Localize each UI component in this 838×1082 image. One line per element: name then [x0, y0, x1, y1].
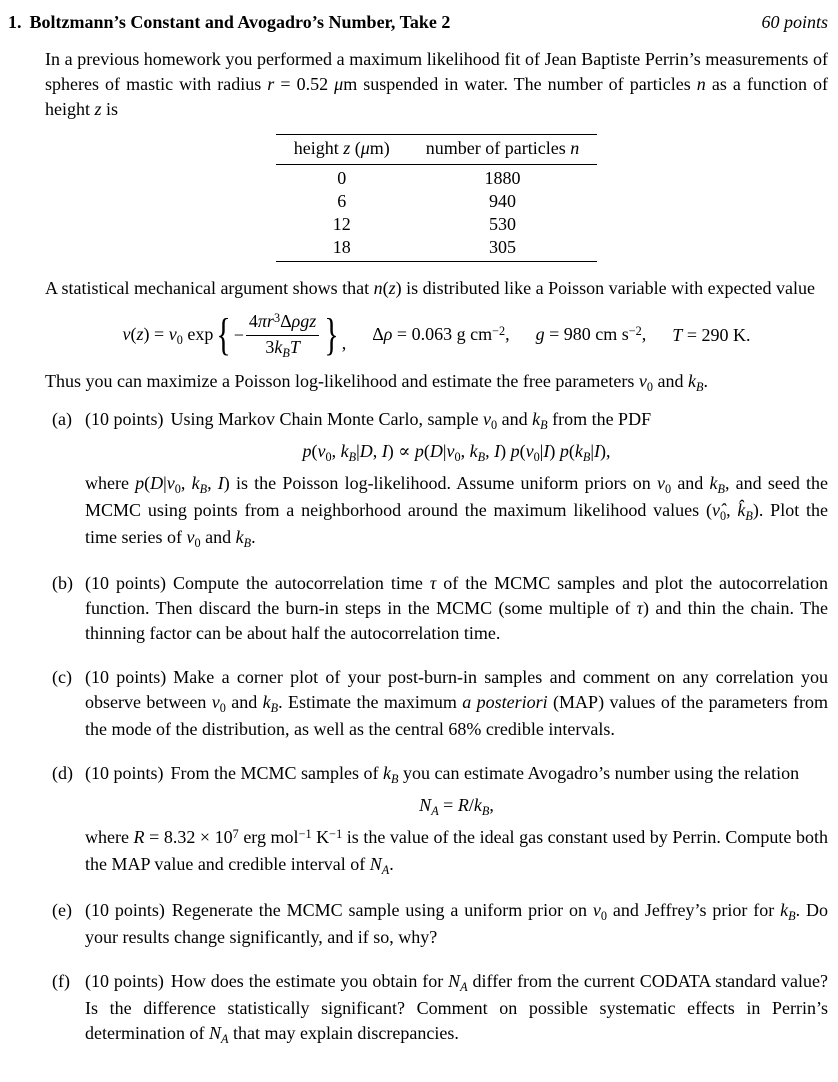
question-a-text-continued: where $p(D|\nu_0$, $k_B$, I) is the Poisson log-likelihood. Assume uniform priors on $\nu_0$ and $k_B$, and seed the MCMC using points from a neighborhood around the maximum likelihood values ($\nû_0$, $k̂_B$). Plot the time series of $\nu_0$ and $k_B$. — [85, 473, 829, 551]
fraction-denominator: $3k_BT$ — [265, 337, 300, 361]
question-a-text: (10 points) Using Markov Chain Monte Carlo, sample $\nu_0$ and $k_B$ from the PDF — [85, 409, 652, 433]
intro-paragraph: In a previous homework you performed a maximum likelihood fit of Jean Baptiste Perrin’s measurements of spheres of mastic with radius r = 0.52 μm suspended in water. The number of particles n as a function of height z is — [45, 49, 829, 119]
close-brace: } — [324, 310, 339, 360]
question-a-label: (a) — [52, 409, 72, 429]
gravity-value: g = 980 cm $s^{-2}$, — [535, 323, 647, 344]
fraction-numerator: $4\pi r^3\Delta\rho gz$ — [246, 310, 319, 336]
equation-comma: , — [341, 333, 347, 354]
question-a — [52, 407, 828, 552]
cell-height: 6 — [337, 191, 347, 211]
question-d-body — [85, 761, 828, 879]
cell-count: 305 — [489, 237, 517, 257]
question-d — [52, 761, 828, 879]
expected-value-equation — [45, 310, 828, 361]
question-f-label: (f) — [52, 971, 70, 991]
table-row — [276, 213, 598, 236]
table-row — [276, 165, 598, 191]
question-f — [52, 969, 828, 1048]
avogadro-equation: $N_A = R/k_B$, — [419, 795, 494, 819]
col-header-particles: number of particles n — [408, 135, 597, 165]
problem-number: 1. — [8, 12, 22, 32]
question-c-body — [85, 665, 828, 742]
problem-title: Boltzmann’s Constant and Avogadro’s Number, Take 2 — [29, 12, 451, 32]
particles-table — [276, 134, 598, 262]
question-b-text: (10 points) Compute the autocorrelation time τ of the MCMC samples and plot the autocorrelation function. Then discard the burn-in steps in the MCMC (some multiple of τ) and thin the chain. The thinning factor can be about half the autocorrelation time. — [85, 573, 828, 643]
question-b-body — [85, 571, 828, 646]
col-header-height: height z (μm) — [276, 135, 408, 165]
equation-lhs: $\nu(z) = \nu_0$ exp — [122, 324, 214, 348]
table-header-row — [276, 135, 598, 165]
temperature-value: T = 290 K. — [672, 325, 751, 345]
table-row — [276, 236, 598, 262]
problem-body — [45, 47, 828, 1048]
question-e-body — [85, 898, 828, 950]
question-b-label: (b) — [52, 573, 73, 593]
poisson-paragraph: A statistical mechanical argument shows that n(z) is distributed like a Poisson variable with expected value — [45, 278, 816, 298]
cell-count: 1880 — [484, 168, 521, 188]
cell-height: 18 — [332, 237, 351, 257]
question-f-text: (10 points) How does the estimate you obtain for $N_A$ differ from the current CODATA standard value? Is the difference statistically significant? Comment on possible systematic effects in Perrin’s determination of $N_A$ that may explain discrepancies. — [85, 971, 829, 1047]
question-d-text-continued: where $R = 8.32 \times 10^7$ erg mol$^{-1}$ $K^{-1}$ is the value of the ideal gas constant used by Perrin. Compute both the MAP value and credible interval of $N_A$. — [85, 826, 828, 878]
table-row — [276, 190, 598, 213]
question-c-text: (10 points) Make a corner plot of your post-burn-in samples and comment on any correlation you observe between $\nu_0$ and $k_B$. Estimate the maximum a posteriori (MAP) values of the parameters from the mode of the distribution, as well as the central 68% credible intervals. — [85, 667, 828, 739]
posterior-equation: $p(\nu_0$, $k_B|D$, $I) \propto p(D|\nu_0$, $k_B$, I) $p(\nu_0|I)$ $p(k_B|I)$, — [302, 441, 611, 465]
question-a-body — [85, 407, 828, 552]
cell-height: 12 — [332, 214, 351, 234]
cell-count: 530 — [489, 214, 517, 234]
question-list — [52, 407, 828, 1048]
question-d-label: (d) — [52, 763, 73, 783]
question-b — [52, 571, 828, 646]
question-e-text: (10 points) Regenerate the MCMC sample using a uniform prior on $\nu_0$ and Jeffrey’s prior for $k_B$. Do your results change significantly, and if so, why? — [85, 900, 829, 947]
thus-paragraph: Thus you can maximize a Poisson log-likelihood and estimate the free parameters $\nu_0$ and $k_B$. — [45, 371, 708, 395]
question-d-text: (10 points) From the MCMC samples of $k_B$ you can estimate Avogadro’s number using the relation — [85, 763, 800, 787]
equation-main — [123, 310, 347, 361]
fraction — [246, 310, 319, 361]
question-c — [52, 665, 828, 742]
problem-title-group — [8, 10, 450, 35]
question-e-label: (e) — [52, 900, 72, 920]
problem-header — [8, 10, 828, 35]
open-brace: { — [216, 310, 231, 360]
minus-sign: − — [233, 325, 244, 345]
question-c-label: (c) — [52, 667, 72, 687]
cell-height: 0 — [337, 168, 347, 188]
question-f-body — [85, 969, 828, 1048]
question-e — [52, 898, 828, 950]
problem-points: 60 points — [761, 12, 828, 32]
cell-count: 940 — [489, 191, 517, 211]
delta-rho-value: Δρ = 0.063 g $cm^{-2}$, — [372, 323, 510, 344]
